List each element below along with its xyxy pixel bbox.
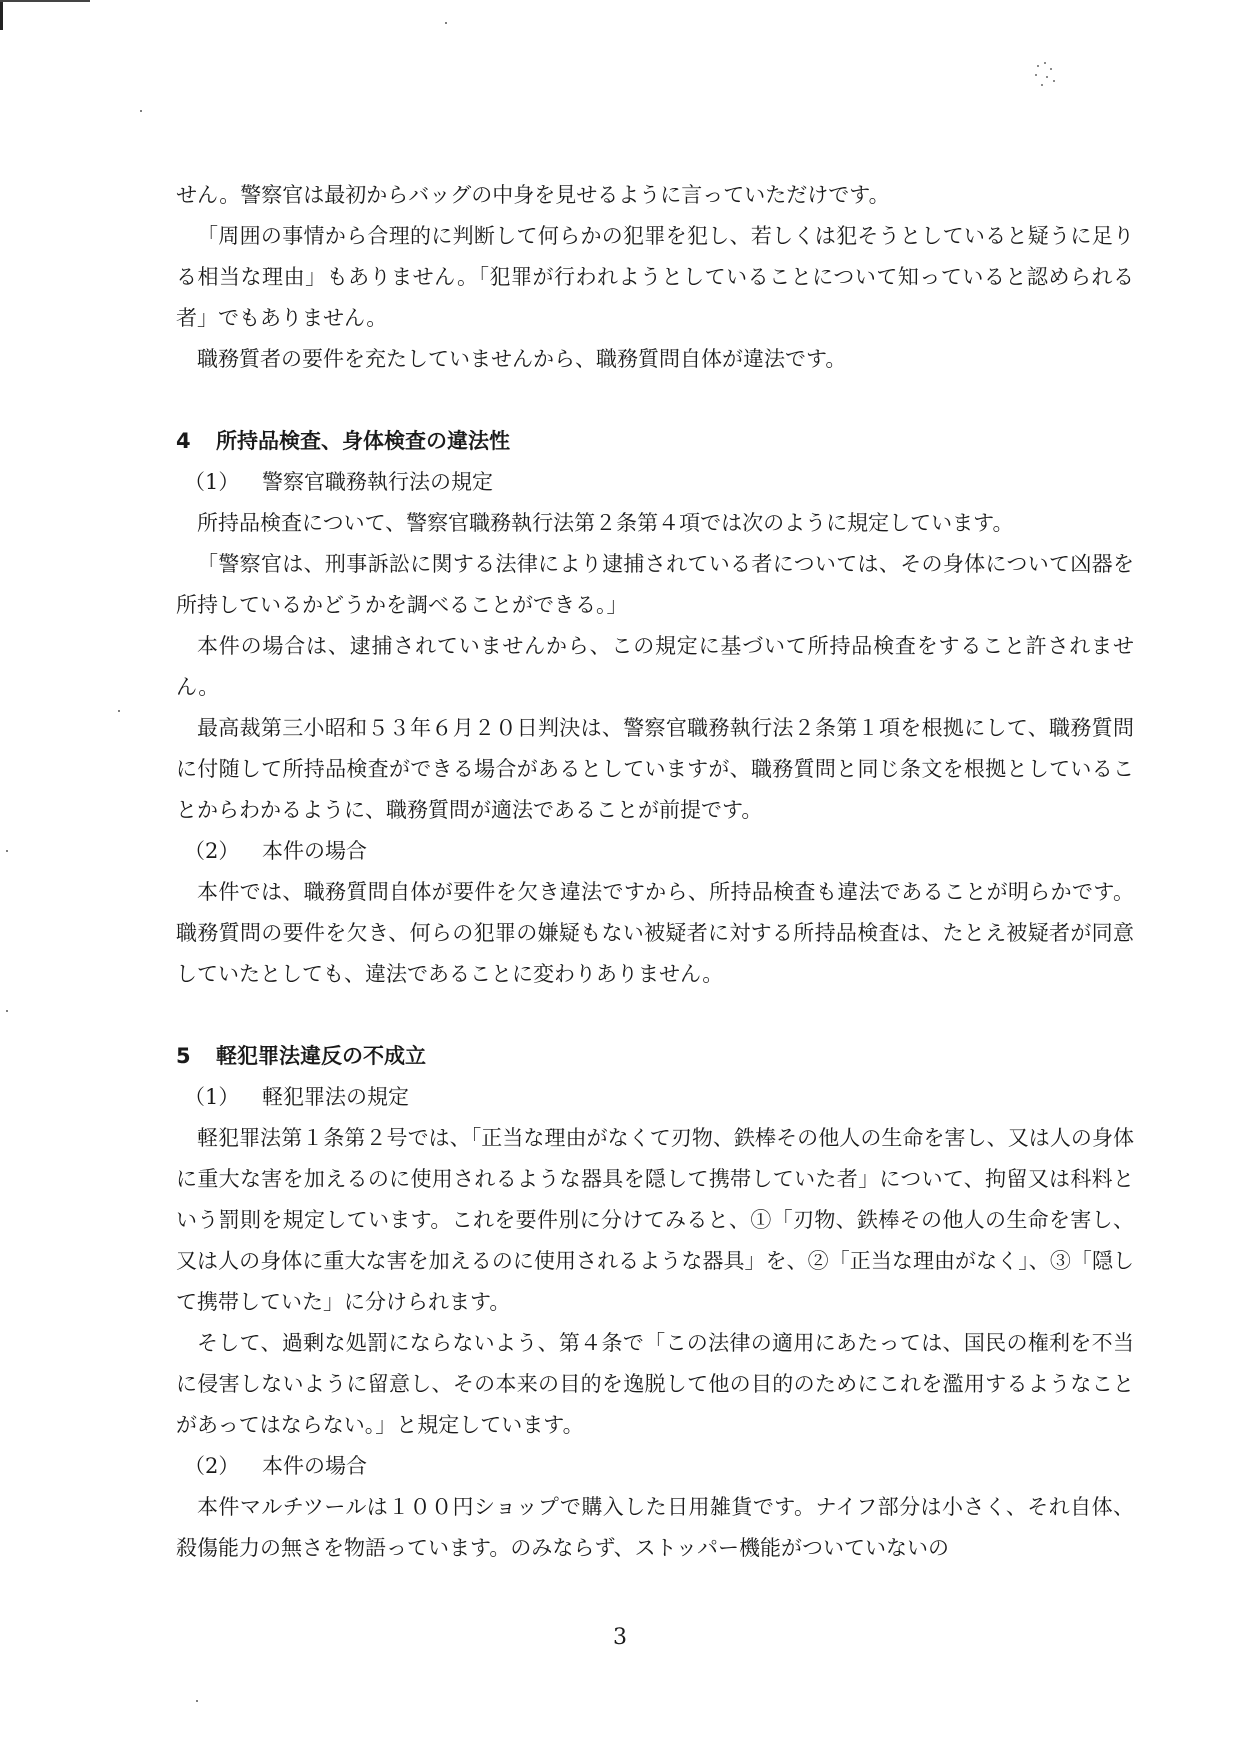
paragraph: 職務質者の要件を充たしていませんから、職務質問自体が違法です。: [197, 347, 847, 371]
scan-speck: [118, 710, 120, 712]
paragraph: 軽犯罪法第１条第２号では、「正当な理由がなくて刃物、鉄棒その他人の生命を害し、又は人の身体に重大な害を加えるのに使用されるような器具を隠して携帯していた者」について、拘留又は科料という罰則を規定しています。これを要件別に分けてみると、①「刃物、鉄棒その他人の生命を害し、又は人の身体に重大な害を加えるのに使用されるような器具」を、②「正当な理由がなく」、③「隠して携帯していた」に分けられます。: [176, 1126, 1134, 1314]
section-title: 軽犯罪法違反の不成立: [216, 1044, 426, 1068]
scan-edge-mark: [0, 0, 3, 30]
section-heading-4: [176, 421, 1134, 462]
paragraph: 本件の場合は、逮捕されていませんから、この規定に基づいて所持品検査をすること許されません。: [176, 634, 1134, 699]
section-gap: [176, 995, 1134, 1036]
subsection-number: （2）: [184, 1454, 240, 1478]
section-number: 4: [176, 429, 191, 453]
quoted-provision: 「警察官は、刑事訴訟に関する法律により逮捕されている者については、その身体について凶器を所持しているかどうかを調べることができる。」: [176, 552, 1134, 617]
paragraph: 最高裁第三小昭和５３年６月２０日判決は、警察官職務執行法２条第１項を根拠にして、職務質問に付随して所持品検査ができる場合があるとしていますが、職務質問と同じ条文を根拠としていることからわかるように、職務質問が適法であることが前提です。: [176, 716, 1134, 822]
document-body: [176, 175, 1134, 1569]
scan-speck-cluster: [1033, 62, 1057, 88]
page-number: 3: [613, 1625, 627, 1650]
paragraph: そして、過剰な処罰にならないよう、第４条で「この法律の適用にあたっては、国民の権利を不当に侵害しないように留意し、その本来の目的を逸脱して他の目的のためにこれを濫用するようなことがあってはならない。」と規定しています。: [176, 1331, 1134, 1437]
paragraph: せん。警察官は最初からバッグの中身を見せるように言っていただけです。: [176, 183, 890, 207]
subsection-heading: [176, 1077, 1134, 1118]
subsection-title: 軽犯罪法の規定: [262, 1085, 409, 1109]
paragraph: 「周囲の事情から合理的に判断して何らかの犯罪を犯し、若しくは犯そうとしていると疑うに足りる相当な理由」もありません。「犯罪が行われようとしていることについて知っていると認められる者」でもありません。: [176, 224, 1134, 330]
scan-edge-mark: [0, 0, 90, 2]
section-number: 5: [176, 1044, 191, 1068]
scan-speck: [6, 1010, 8, 1012]
subsection-title: 本件の場合: [262, 1454, 367, 1478]
scan-speck: [445, 22, 447, 24]
subsection-heading: [176, 1446, 1134, 1487]
paragraph: 本件マルチツールは１００円ショップで購入した日用雑貨です。ナイフ部分は小さく、それ自体、殺傷能力の無さを物語っています。のみならず、ストッパー機能がついていないの: [176, 1495, 1134, 1560]
subsection-number: （1）: [184, 470, 240, 494]
paragraph: 所持品検査について、警察官職務執行法第２条第４項では次のように規定しています。: [197, 511, 1014, 535]
subsection-title: 本件の場合: [262, 839, 367, 863]
section-title: 所持品検査、身体検査の違法性: [216, 429, 510, 453]
subsection-heading: [176, 462, 1134, 503]
scan-speck: [6, 850, 8, 852]
subsection-heading: [176, 831, 1134, 872]
subsection-number: （1）: [184, 1085, 240, 1109]
subsection-title: 警察官職務執行法の規定: [262, 470, 493, 494]
scan-speck: [140, 110, 142, 112]
scan-speck: [196, 1700, 198, 1702]
paragraph: 本件では、職務質問自体が要件を欠き違法ですから、所持品検査も違法であることが明らかです。職務質問の要件を欠き、何らの犯罪の嫌疑もない被疑者に対する所持品検査は、たとえ被疑者が同意していたとしても、違法であることに変わりありません。: [176, 880, 1134, 986]
subsection-number: （2）: [184, 839, 240, 863]
section-gap: [176, 380, 1134, 421]
section-heading-5: [176, 1036, 1134, 1077]
